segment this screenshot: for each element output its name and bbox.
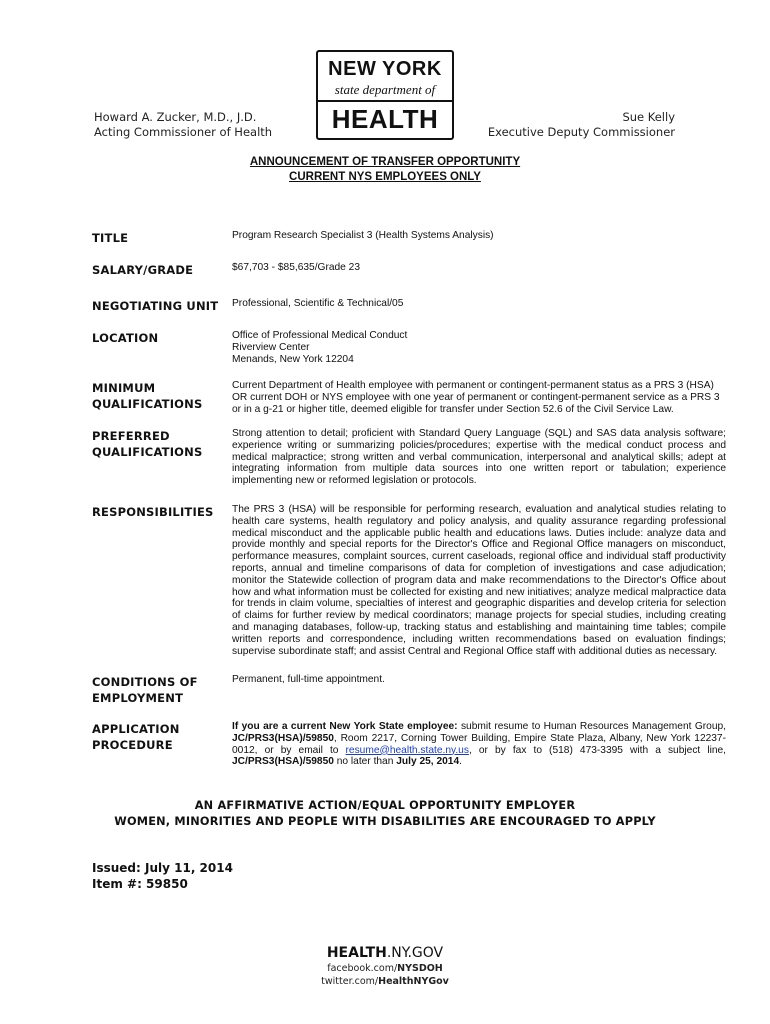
section-label: CONDITIONS OF EMPLOYMENT: [92, 675, 198, 705]
facebook-prefix: facebook.com/: [327, 963, 398, 974]
eeo-line-2: WOMEN, MINORITIES AND PEOPLE WITH DISABILITIES ARE ENCOURAGED TO APPLY: [114, 815, 656, 828]
announcement-line-2: CURRENT NYS EMPLOYEES ONLY: [289, 171, 481, 183]
footer-web-links: [0, 944, 770, 988]
section-label: PREFERRED QUALIFICATIONS: [92, 429, 203, 459]
site-rest: .NY.GOV: [386, 945, 444, 961]
health-ny-gov-link[interactable]: [0, 944, 770, 962]
section-label: RESPONSIBILITIES: [92, 505, 214, 519]
section-label: TITLE: [92, 231, 129, 245]
announcement-heading: [0, 155, 770, 185]
announcement-line-1: ANNOUNCEMENT OF TRANSFER OPPORTUNITY: [249, 156, 521, 168]
section-label: APPLICATION PROCEDURE: [92, 722, 180, 752]
section-value: Professional, Scientific & Technical/05: [232, 298, 404, 309]
facebook-handle: NYSDOH: [397, 963, 443, 974]
facebook-link[interactable]: [0, 962, 770, 975]
email-link[interactable]: resume@health.state.ny.us: [345, 744, 469, 756]
issued-date: Issued: July 11, 2014: [92, 861, 233, 875]
application-text-1: submit resume to Human Resources Management Group,: [457, 721, 726, 732]
twitter-handle: HealthNYGov: [378, 976, 449, 987]
section-label: LOCATION: [92, 331, 159, 345]
twitter-prefix: twitter.com/: [321, 976, 379, 987]
twitter-link[interactable]: [0, 975, 770, 988]
eeo-line-1: AN AFFIRMATIVE ACTION/EQUAL OPPORTUNITY EMPLOYER: [194, 799, 576, 812]
section-value: [232, 721, 726, 768]
section-value: Office of Professional Medical Conduct Riverview Center Menands, New York 12204: [232, 330, 408, 365]
logo-state-department-of: state department of: [334, 82, 436, 97]
application-text-4: no later than: [333, 756, 397, 768]
commissioner-block: [94, 110, 272, 140]
section-value: Permanent, full-time appointment.: [232, 674, 385, 685]
logo-new-york: NEW YORK: [328, 58, 442, 80]
commissioner-title: Acting Commissioner of Health: [94, 125, 273, 139]
issue-info: [92, 860, 233, 892]
item-number: Item #: 59850: [92, 877, 188, 891]
logo-health: HEALTH: [331, 104, 439, 134]
application-deadline: July 25, 2014: [396, 756, 460, 768]
section-value: The PRS 3 (HSA) will be responsible for performing research, evaluation and analytical studies relating to health care systems, health regulatory and policy analysis, and quality assurance regarding professional medical misconduct and the applicable public health and educations laws. Duties include: analyze data and provide monthly and special reports for the Director's Office and Regional Office managers on misconduct, performance measures, complaint sources, current caseloads, regional office and individual staff productivity reports, annual and timeline comparisons of data for completion of investigations and case adjudication; monitor the Statewide collection of program data and make recommendations to the Director's Office about how and what information must be collected for existing and new initiatives; analyze medical malpractice data for trends in claim volume, specialties of interest and geographic disparities and develop criteria for selection of claims for further review by medical coordinators; manage projects for special studies, including creating and managing databases, follow-up, tracking status and establishing and maintaining time tables; compile written reports and correspondence, including written recommendations based on evaluation findings; supervise subordinate staff; and assist Central and Regional Office staff with additional duties as necessary.: [232, 504, 726, 657]
application-text-2: , Room 2217, Corning Tower Building, Empire State Plaza, Albany, New York 12237-0012, or by email to: [232, 732, 726, 756]
application-text-3: , or by fax to (518) 473-3395 with a subject line,: [468, 744, 727, 756]
section-label: NEGOTIATING UNIT: [92, 299, 219, 313]
deputy-title: Executive Deputy Commissioner: [487, 125, 675, 139]
section-value: Current Department of Health employee with permanent or contingent-permanent status as a PRS 3 (HSA) OR current DOH or NYS employee with one year of permanent or contingent-permanent service as a PRS 3 or in a g-21 or higher title, deemed eligible for transfer under Section 52.6 of the Civil Service Law.: [232, 380, 720, 415]
deputy-name: Sue Kelly: [622, 110, 675, 124]
site-bold: HEALTH: [326, 945, 387, 961]
commissioner-name: Howard A. Zucker, M.D., J.D.: [94, 110, 257, 124]
section-value: Program Research Specialist 3 (Health Systems Analysis): [232, 230, 494, 241]
application-lead: If you are a current New York State employee:: [232, 721, 458, 732]
eeo-statement: [0, 798, 770, 830]
section-label: SALARY/GRADE: [92, 263, 194, 277]
deputy-commissioner-block: [488, 110, 675, 140]
logo-divider: [316, 100, 454, 102]
application-text-5: .: [459, 756, 462, 768]
section-label: MINIMUM QUALIFICATIONS: [92, 381, 203, 411]
application-code-1: JC/PRS3(HSA)/59850: [232, 732, 334, 744]
application-code-2: JC/PRS3(HSA)/59850: [232, 756, 334, 768]
nys-health-logo: [316, 50, 454, 140]
section-value: $67,703 - $85,635/Grade 23: [232, 262, 361, 273]
section-value: Strong attention to detail; proficient with Standard Query Language (SQL) and SAS data analysis software; experience writing or summarizing policies/procedures; expertise with the medical conduct process and medical malpractice; strong written and verbal communication, interpersonal and analytical skills; adept at integrating information from multiple data sources into one written report or tabulation; experience implementing new or reformed legislation or protocols.: [232, 428, 726, 487]
